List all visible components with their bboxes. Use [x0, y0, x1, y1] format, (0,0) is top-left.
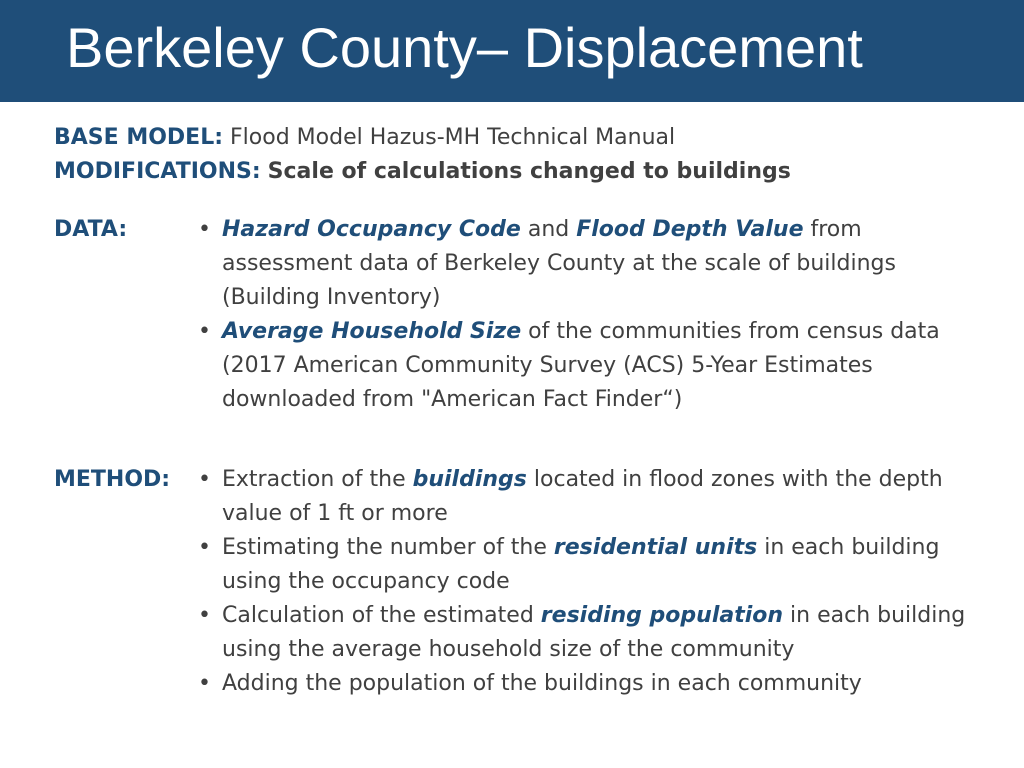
bullet-dot: •: [198, 217, 211, 242]
residential-units-text: residential units: [553, 535, 758, 560]
method-section-label: METHOD:: [54, 467, 171, 492]
base-model-label: BASE MODEL:: [54, 125, 224, 150]
title-bar: [0, 0, 1024, 102]
bullet-text: in each building using the average household size of the community: [222, 603, 966, 662]
bullet-text: Calculation of the estimated: [222, 603, 541, 628]
bullet-text: from assessment data of Berkeley County at the scale of buildings (Building Inventory): [222, 217, 896, 310]
method-bullet-2: [222, 531, 982, 599]
residing-population-text: residing population: [540, 603, 784, 628]
bullet-dot: •: [198, 671, 211, 696]
method-bullet-4: [222, 667, 982, 701]
method-bullet-1: [222, 463, 982, 531]
bullet-dot: •: [198, 603, 211, 628]
hazard-occupancy-code-text: Hazard Occupancy Code: [222, 217, 521, 242]
modifications-label: MODIFICATIONS:: [54, 159, 261, 184]
bullet-text: Extraction of the: [222, 467, 413, 492]
slide-title: Berkeley County– Displacement: [66, 16, 863, 79]
modifications-value: Scale of calculations changed to buildings: [267, 159, 791, 184]
data-section-label: DATA:: [54, 217, 128, 242]
data-bullet-1: [222, 213, 982, 315]
bullet-dot: •: [198, 535, 211, 560]
base-model-value: Flood Model Hazus-MH Technical Manual: [230, 125, 676, 150]
bullet-text: in each building using the occupancy code: [222, 535, 940, 594]
bullet-text: of the communities from census data (2017 American Community Survey (ACS) 5-Year Estimates downloaded from "American Fact Finder“): [222, 319, 940, 412]
buildings-text: buildings: [412, 467, 527, 492]
flood-depth-value-text: Flood Depth Value: [576, 217, 804, 242]
bullet-text: Estimating the number of the: [222, 535, 554, 560]
data-bullet-2: [222, 315, 982, 417]
bullet-dot: •: [198, 319, 211, 344]
bullet-text: located in flood zones with the depth value of 1 ft or more: [222, 467, 943, 526]
bullet-text: Adding the population of the buildings in each community: [222, 671, 862, 696]
method-bullet-3: [222, 599, 982, 667]
base-model-line: [54, 121, 675, 155]
bullet-dot: •: [198, 467, 211, 492]
average-household-size-text: Average Household Size: [222, 319, 522, 344]
bullet-text: and: [520, 217, 577, 242]
modifications-line: [54, 155, 791, 189]
